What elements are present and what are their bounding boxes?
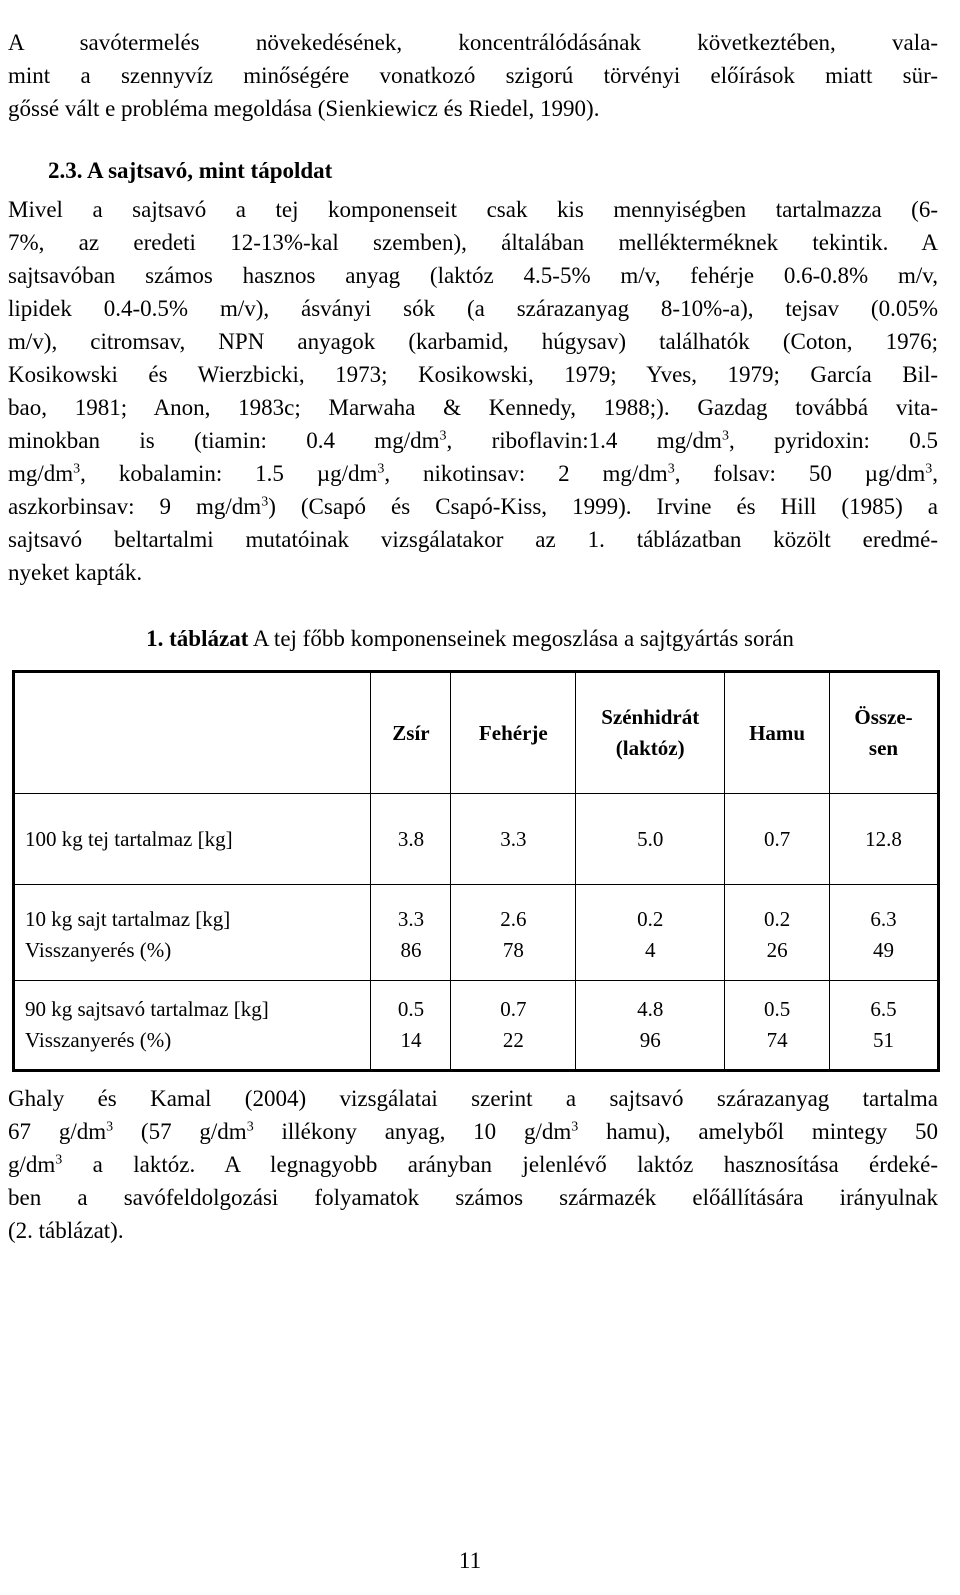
text-line: nyeket kapták. [8, 560, 143, 585]
cell-carbohydrate: 4.8 96 [576, 981, 725, 1071]
text-line: m/v), citromsav, NPN anyagok (karbamid, húgysav) találhatók (Coton, 1976; [8, 329, 938, 354]
text-line: minokban is (tiamin: 0.4 $mg/dm^3$, riboflavin:1.4 $mg/dm^3$, pyridoxin: 0.5 [8, 428, 938, 453]
text-line: 67 $g/dm^3$ (57 $g/dm^3$ illékony anyag, 10 $g/dm^3$ hamu), amelyből mintegy 50 [8, 1119, 939, 1144]
header-fat: Zsír [371, 672, 451, 794]
text-line: sajtsavó beltartalmi mutatóinak vizsgálatakor az 1. táblázatban közölt eredmé- [8, 527, 938, 552]
row-label: 10 kg sajt tartalmaz [kg] Visszanyerés (%) [14, 885, 371, 981]
text-line: gőssé vált e probléma megoldása (Sienkiewicz és Riedel, 1990). [8, 96, 600, 121]
row-label: 100 kg tej tartalmaz [kg] [14, 794, 371, 885]
table-caption-text: A tej főbb komponenseinek megoszlása a sajtgyártás során [248, 626, 794, 651]
cell-ash: 0.5 74 [725, 981, 830, 1071]
cell-ash: 0.2 26 [725, 885, 830, 981]
page-number: 11 [458, 1548, 482, 1573]
text-line: $mg/dm^3$, kobalamin: 1.5 $\mu g/dm^3$, nikotinsav: 2 $mg/dm^3$, folsav: 50 $\mu g/dm^3$, [8, 461, 938, 486]
cell-total: 6.3 49 [830, 885, 939, 981]
table-row [14, 981, 939, 1071]
cell-protein: 3.3 [451, 794, 576, 885]
cell-fat: 0.5 14 [371, 981, 451, 1071]
intro-paragraph [8, 26, 938, 125]
text-line: ben a savófeldolgozási folyamatok számos származék előállítására irányulnak [8, 1185, 938, 1210]
cell-total: 12.8 [830, 794, 939, 885]
section-heading: 2.3. A sajtsavó, mint tápoldat [48, 158, 333, 183]
body-paragraph [8, 193, 938, 589]
text-line: (2. táblázat). [8, 1218, 124, 1243]
table-row [14, 794, 939, 885]
table-caption-label: 1. táblázat [146, 626, 249, 651]
data-table [12, 670, 940, 1072]
closing-paragraph [8, 1082, 938, 1247]
cell-total: 6.5 51 [830, 981, 939, 1071]
table-header-row [14, 672, 939, 794]
cell-carbohydrate: 0.2 4 [576, 885, 725, 981]
cell-fat: 3.8 [371, 794, 451, 885]
header-carbohydrate: Szénhidrát (laktóz) [576, 672, 725, 794]
table-row [14, 885, 939, 981]
text-line: mint a szennyvíz minőségére vonatkozó szigorú törvényi előírások miatt sür- [8, 63, 938, 88]
text-line: bao, 1981; Anon, 1983c; Marwaha & Kennedy, 1988;). Gazdag továbbá vita- [8, 395, 938, 420]
text-line: $g/dm^3$ a laktóz. A legnagyobb arányban jelenlévő laktóz hasznosítása érdeké- [8, 1152, 938, 1177]
row-label: 90 kg sajtsavó tartalmaz [kg] Visszanyerés (%) [14, 981, 371, 1071]
header-total: Össze- sen [830, 672, 939, 794]
text-line: A savótermelés növekedésének, koncentrálódásának következtében, vala- [8, 30, 938, 55]
cell-carbohydrate: 5.0 [576, 794, 725, 885]
text-line: lipidek 0.4-0.5% m/v), ásványi sók (a szárazanyag 8-10%-a), tejsav (0.05% [8, 296, 938, 321]
header-protein: Fehérje [451, 672, 576, 794]
cell-protein: 0.7 22 [451, 981, 576, 1071]
text-line: aszkorbinsav: 9 $mg/dm^3$) (Csapó és Csapó-Kiss, 1999). Irvine és Hill (1985) a [8, 494, 938, 519]
text-line: Mivel a sajtsavó a tej komponenseit csak kis mennyiségben tartalmazza (6- [8, 197, 938, 222]
text-line: sajtsavóban számos hasznos anyag (laktóz 4.5-5% m/v, fehérje 0.6-0.8% m/v, [8, 263, 938, 288]
cell-protein: 2.6 78 [451, 885, 576, 981]
text-line: Kosikowski és Wierzbicki, 1973; Kosikowski, 1979; Yves, 1979; García Bil- [8, 362, 938, 387]
cell-ash: 0.7 [725, 794, 830, 885]
text-line: Ghaly és Kamal (2004) vizsgálatai szerint a sajtsavó szárazanyag tartalma [8, 1086, 938, 1111]
text-line: 7%, az eredeti 12-13%-kal szemben), általában mellékterméknek tekintik. A [8, 230, 938, 255]
table-caption [0, 626, 940, 652]
header-empty [14, 672, 371, 794]
cell-fat: 3.3 86 [371, 885, 451, 981]
header-ash: Hamu [725, 672, 830, 794]
